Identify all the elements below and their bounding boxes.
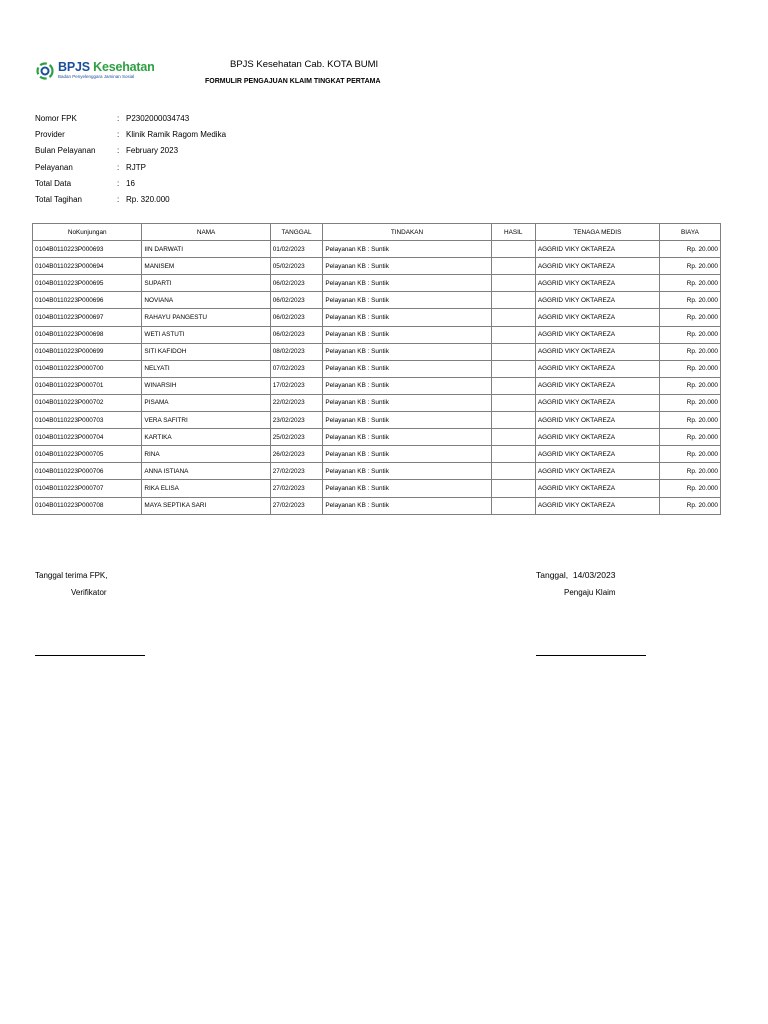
submit-date: Tanggal, 14/03/2023 bbox=[536, 570, 616, 580]
table-cell: Pelayanan KB : Suntik bbox=[323, 480, 491, 497]
meta-row bbox=[35, 143, 226, 159]
column-header: TINDAKAN bbox=[323, 224, 491, 241]
table-cell: 0104B0110223P000700 bbox=[33, 360, 142, 377]
table-cell: Pelayanan KB : Suntik bbox=[323, 241, 491, 258]
table-row bbox=[33, 343, 721, 360]
table-cell: 0104B0110223P000706 bbox=[33, 463, 142, 480]
table-cell: RINA bbox=[142, 446, 270, 463]
table-cell: Pelayanan KB : Suntik bbox=[323, 309, 491, 326]
table-cell: AGGRID VIKY OKTAREZA bbox=[535, 258, 659, 275]
table-row bbox=[33, 480, 721, 497]
table-row bbox=[33, 429, 721, 446]
table-cell bbox=[491, 258, 535, 275]
table-cell: Rp. 20.000 bbox=[659, 463, 720, 480]
meta-row bbox=[35, 191, 226, 207]
meta-label: Total Data bbox=[35, 178, 72, 188]
table-cell bbox=[491, 463, 535, 480]
table-cell: Rp. 20.000 bbox=[659, 275, 720, 292]
meta-row bbox=[35, 175, 226, 191]
table-cell: Pelayanan KB : Suntik bbox=[323, 463, 491, 480]
table-cell: Pelayanan KB : Suntik bbox=[323, 275, 491, 292]
table-cell: Rp. 20.000 bbox=[659, 377, 720, 394]
table-row bbox=[33, 463, 721, 480]
meta-row bbox=[35, 126, 226, 142]
table-row bbox=[33, 497, 721, 514]
table-cell: Pelayanan KB : Suntik bbox=[323, 394, 491, 411]
table-cell: 0104B0110223P000703 bbox=[33, 412, 142, 429]
table-cell bbox=[491, 480, 535, 497]
table-cell bbox=[491, 292, 535, 309]
table-cell: Pelayanan KB : Suntik bbox=[323, 446, 491, 463]
column-header: TENAGA MEDIS bbox=[535, 224, 659, 241]
table-cell: 0104B0110223P000696 bbox=[33, 292, 142, 309]
table-cell: 25/02/2023 bbox=[270, 429, 323, 446]
table-row bbox=[33, 258, 721, 275]
table-cell: 07/02/2023 bbox=[270, 360, 323, 377]
table-cell: SITI KAFIDOH bbox=[142, 343, 270, 360]
verifier-role: Verifikator bbox=[71, 588, 107, 597]
table-cell: Rp. 20.000 bbox=[659, 446, 720, 463]
table-cell: AGGRID VIKY OKTAREZA bbox=[535, 446, 659, 463]
table-cell: Pelayanan KB : Suntik bbox=[323, 429, 491, 446]
table-body bbox=[33, 241, 721, 515]
table-cell: 0104B0110223P000695 bbox=[33, 275, 142, 292]
table-cell: 0104B0110223P000702 bbox=[33, 394, 142, 411]
column-header: NAMA bbox=[142, 224, 270, 241]
table-cell bbox=[491, 275, 535, 292]
table-cell bbox=[491, 241, 535, 258]
office-title: BPJS Kesehatan Cab. KOTA BUMI bbox=[230, 59, 379, 70]
table-cell: 06/02/2023 bbox=[270, 326, 323, 343]
table-cell: Rp. 20.000 bbox=[659, 429, 720, 446]
meta-colon: : bbox=[117, 178, 120, 188]
table-cell: RAHAYU PANGESTU bbox=[142, 309, 270, 326]
table-cell bbox=[491, 360, 535, 377]
table-cell: NELYATI bbox=[142, 360, 270, 377]
table-cell bbox=[491, 377, 535, 394]
table-cell bbox=[491, 429, 535, 446]
table-cell: IIN DARWATI bbox=[142, 241, 270, 258]
table-cell: 01/02/2023 bbox=[270, 241, 323, 258]
table-cell: AGGRID VIKY OKTAREZA bbox=[535, 394, 659, 411]
table-row bbox=[33, 309, 721, 326]
table-cell bbox=[491, 343, 535, 360]
table-cell: AGGRID VIKY OKTAREZA bbox=[535, 497, 659, 514]
meta-colon: : bbox=[117, 195, 120, 205]
meta-value: Rp. 320.000 bbox=[126, 195, 170, 205]
table-cell: Pelayanan KB : Suntik bbox=[323, 497, 491, 514]
column-header: TANGGAL bbox=[270, 224, 323, 241]
table-cell: 0104B0110223P000693 bbox=[33, 241, 142, 258]
table-cell: AGGRID VIKY OKTAREZA bbox=[535, 309, 659, 326]
table-cell: 27/02/2023 bbox=[270, 480, 323, 497]
meta-colon: : bbox=[117, 129, 120, 139]
table-cell bbox=[491, 326, 535, 343]
meta-label: Nomor FPK bbox=[35, 113, 77, 123]
table-cell: Pelayanan KB : Suntik bbox=[323, 258, 491, 275]
table-cell: 0104B0110223P000698 bbox=[33, 326, 142, 343]
meta-colon: : bbox=[117, 162, 120, 172]
table-cell: Pelayanan KB : Suntik bbox=[323, 343, 491, 360]
table-cell: AGGRID VIKY OKTAREZA bbox=[535, 326, 659, 343]
table-cell: Rp. 20.000 bbox=[659, 412, 720, 429]
table-row bbox=[33, 360, 721, 377]
table-cell: 23/02/2023 bbox=[270, 412, 323, 429]
table-cell: 0104B0110223P000708 bbox=[33, 497, 142, 514]
table-cell: PISAMA bbox=[142, 394, 270, 411]
table-row bbox=[33, 377, 721, 394]
meta-colon: : bbox=[117, 146, 120, 156]
table-cell: Rp. 20.000 bbox=[659, 309, 720, 326]
table-cell: Rp. 20.000 bbox=[659, 394, 720, 411]
meta-value: P2302000034743 bbox=[126, 113, 190, 123]
table-cell: AGGRID VIKY OKTAREZA bbox=[535, 377, 659, 394]
table-cell: 06/02/2023 bbox=[270, 292, 323, 309]
table-row bbox=[33, 275, 721, 292]
claim-meta bbox=[35, 110, 226, 208]
table-cell: Pelayanan KB : Suntik bbox=[323, 292, 491, 309]
table-header-row bbox=[33, 224, 721, 241]
table-row bbox=[33, 326, 721, 343]
table-cell: MANISEM bbox=[142, 258, 270, 275]
logo-wordmark: BPJS Kesehatan bbox=[58, 60, 155, 74]
table-cell: Rp. 20.000 bbox=[659, 241, 720, 258]
table-cell: 27/02/2023 bbox=[270, 463, 323, 480]
meta-row bbox=[35, 110, 226, 126]
table-cell: WINARSIH bbox=[142, 377, 270, 394]
meta-label: Pelayanan bbox=[35, 162, 73, 172]
table-cell bbox=[491, 412, 535, 429]
table-cell: Pelayanan KB : Suntik bbox=[323, 412, 491, 429]
table-cell: 0104B0110223P000705 bbox=[33, 446, 142, 463]
table-row bbox=[33, 292, 721, 309]
table-cell bbox=[491, 394, 535, 411]
table-cell: 08/02/2023 bbox=[270, 343, 323, 360]
table-cell: Pelayanan KB : Suntik bbox=[323, 377, 491, 394]
table-cell bbox=[491, 446, 535, 463]
table-cell: AGGRID VIKY OKTAREZA bbox=[535, 360, 659, 377]
table-cell: RIKA ELISA bbox=[142, 480, 270, 497]
table-cell: AGGRID VIKY OKTAREZA bbox=[535, 343, 659, 360]
table-cell: 0104B0110223P000707 bbox=[33, 480, 142, 497]
table-cell: AGGRID VIKY OKTAREZA bbox=[535, 412, 659, 429]
meta-colon: : bbox=[117, 113, 120, 123]
column-header: HASIL bbox=[491, 224, 535, 241]
table-cell: Rp. 20.000 bbox=[659, 343, 720, 360]
table-cell: Rp. 20.000 bbox=[659, 326, 720, 343]
table-cell bbox=[491, 497, 535, 514]
meta-value: 16 bbox=[126, 178, 135, 188]
column-header: BIAYA bbox=[659, 224, 720, 241]
table-cell: AGGRID VIKY OKTAREZA bbox=[535, 275, 659, 292]
table-cell: 06/02/2023 bbox=[270, 275, 323, 292]
table-cell: 0104B0110223P000694 bbox=[33, 258, 142, 275]
table-cell: Rp. 20.000 bbox=[659, 292, 720, 309]
meta-label: Provider bbox=[35, 129, 65, 139]
meta-label: Bulan Pelayanan bbox=[35, 146, 96, 156]
table-cell: SUPARTI bbox=[142, 275, 270, 292]
received-date-label: Tanggal terima FPK, bbox=[35, 571, 108, 580]
claimant-signature-line bbox=[536, 655, 646, 656]
meta-value: RJTP bbox=[126, 162, 146, 172]
claimant-role: Pengaju Klaim bbox=[564, 588, 616, 597]
table-cell: Rp. 20.000 bbox=[659, 360, 720, 377]
table-cell: 05/02/2023 bbox=[270, 258, 323, 275]
table-cell: AGGRID VIKY OKTAREZA bbox=[535, 463, 659, 480]
table-cell: Pelayanan KB : Suntik bbox=[323, 360, 491, 377]
logo-tagline: Badan Penyelenggara Jaminan Sosial bbox=[58, 74, 135, 79]
table-cell: Rp. 20.000 bbox=[659, 480, 720, 497]
table-cell: 17/02/2023 bbox=[270, 377, 323, 394]
bpjs-emblem-icon bbox=[36, 62, 54, 80]
verifier-signature-line bbox=[35, 655, 145, 656]
meta-value: February 2023 bbox=[126, 146, 179, 156]
table-cell: 27/02/2023 bbox=[270, 497, 323, 514]
table-row bbox=[33, 394, 721, 411]
table-cell: Pelayanan KB : Suntik bbox=[323, 326, 491, 343]
table-cell: 0104B0110223P000704 bbox=[33, 429, 142, 446]
table-cell bbox=[491, 309, 535, 326]
table-cell: ANNA ISTIANA bbox=[142, 463, 270, 480]
table-row bbox=[33, 412, 721, 429]
column-header: NoKunjungan bbox=[33, 224, 142, 241]
table-cell: 22/02/2023 bbox=[270, 394, 323, 411]
table-row bbox=[33, 446, 721, 463]
meta-row bbox=[35, 159, 226, 175]
table-cell: 06/02/2023 bbox=[270, 309, 323, 326]
table-cell: NOVIANA bbox=[142, 292, 270, 309]
table-cell: MAYA SEPTIKA SARI bbox=[142, 497, 270, 514]
table-cell: AGGRID VIKY OKTAREZA bbox=[535, 292, 659, 309]
table-cell: AGGRID VIKY OKTAREZA bbox=[535, 480, 659, 497]
meta-label: Total Tagihan bbox=[35, 195, 82, 205]
form-title: FORMULIR PENGAJUAN KLAIM TINGKAT PERTAMA bbox=[205, 78, 381, 85]
claim-table bbox=[32, 223, 721, 515]
table-cell: AGGRID VIKY OKTAREZA bbox=[535, 429, 659, 446]
table-cell: VERA SAFITRI bbox=[142, 412, 270, 429]
table-cell: AGGRID VIKY OKTAREZA bbox=[535, 241, 659, 258]
table-row bbox=[33, 241, 721, 258]
meta-value: Klinik Ramik Ragom Medika bbox=[126, 129, 227, 139]
table-cell: 0104B0110223P000699 bbox=[33, 343, 142, 360]
table-cell: 0104B0110223P000697 bbox=[33, 309, 142, 326]
table-cell: 0104B0110223P000701 bbox=[33, 377, 142, 394]
table-cell: WETI ASTUTI bbox=[142, 326, 270, 343]
table-cell: 26/02/2023 bbox=[270, 446, 323, 463]
table-cell: Rp. 20.000 bbox=[659, 497, 720, 514]
table-cell: KARTIKA bbox=[142, 429, 270, 446]
table-cell: Rp. 20.000 bbox=[659, 258, 720, 275]
bpjs-logo bbox=[36, 60, 166, 84]
